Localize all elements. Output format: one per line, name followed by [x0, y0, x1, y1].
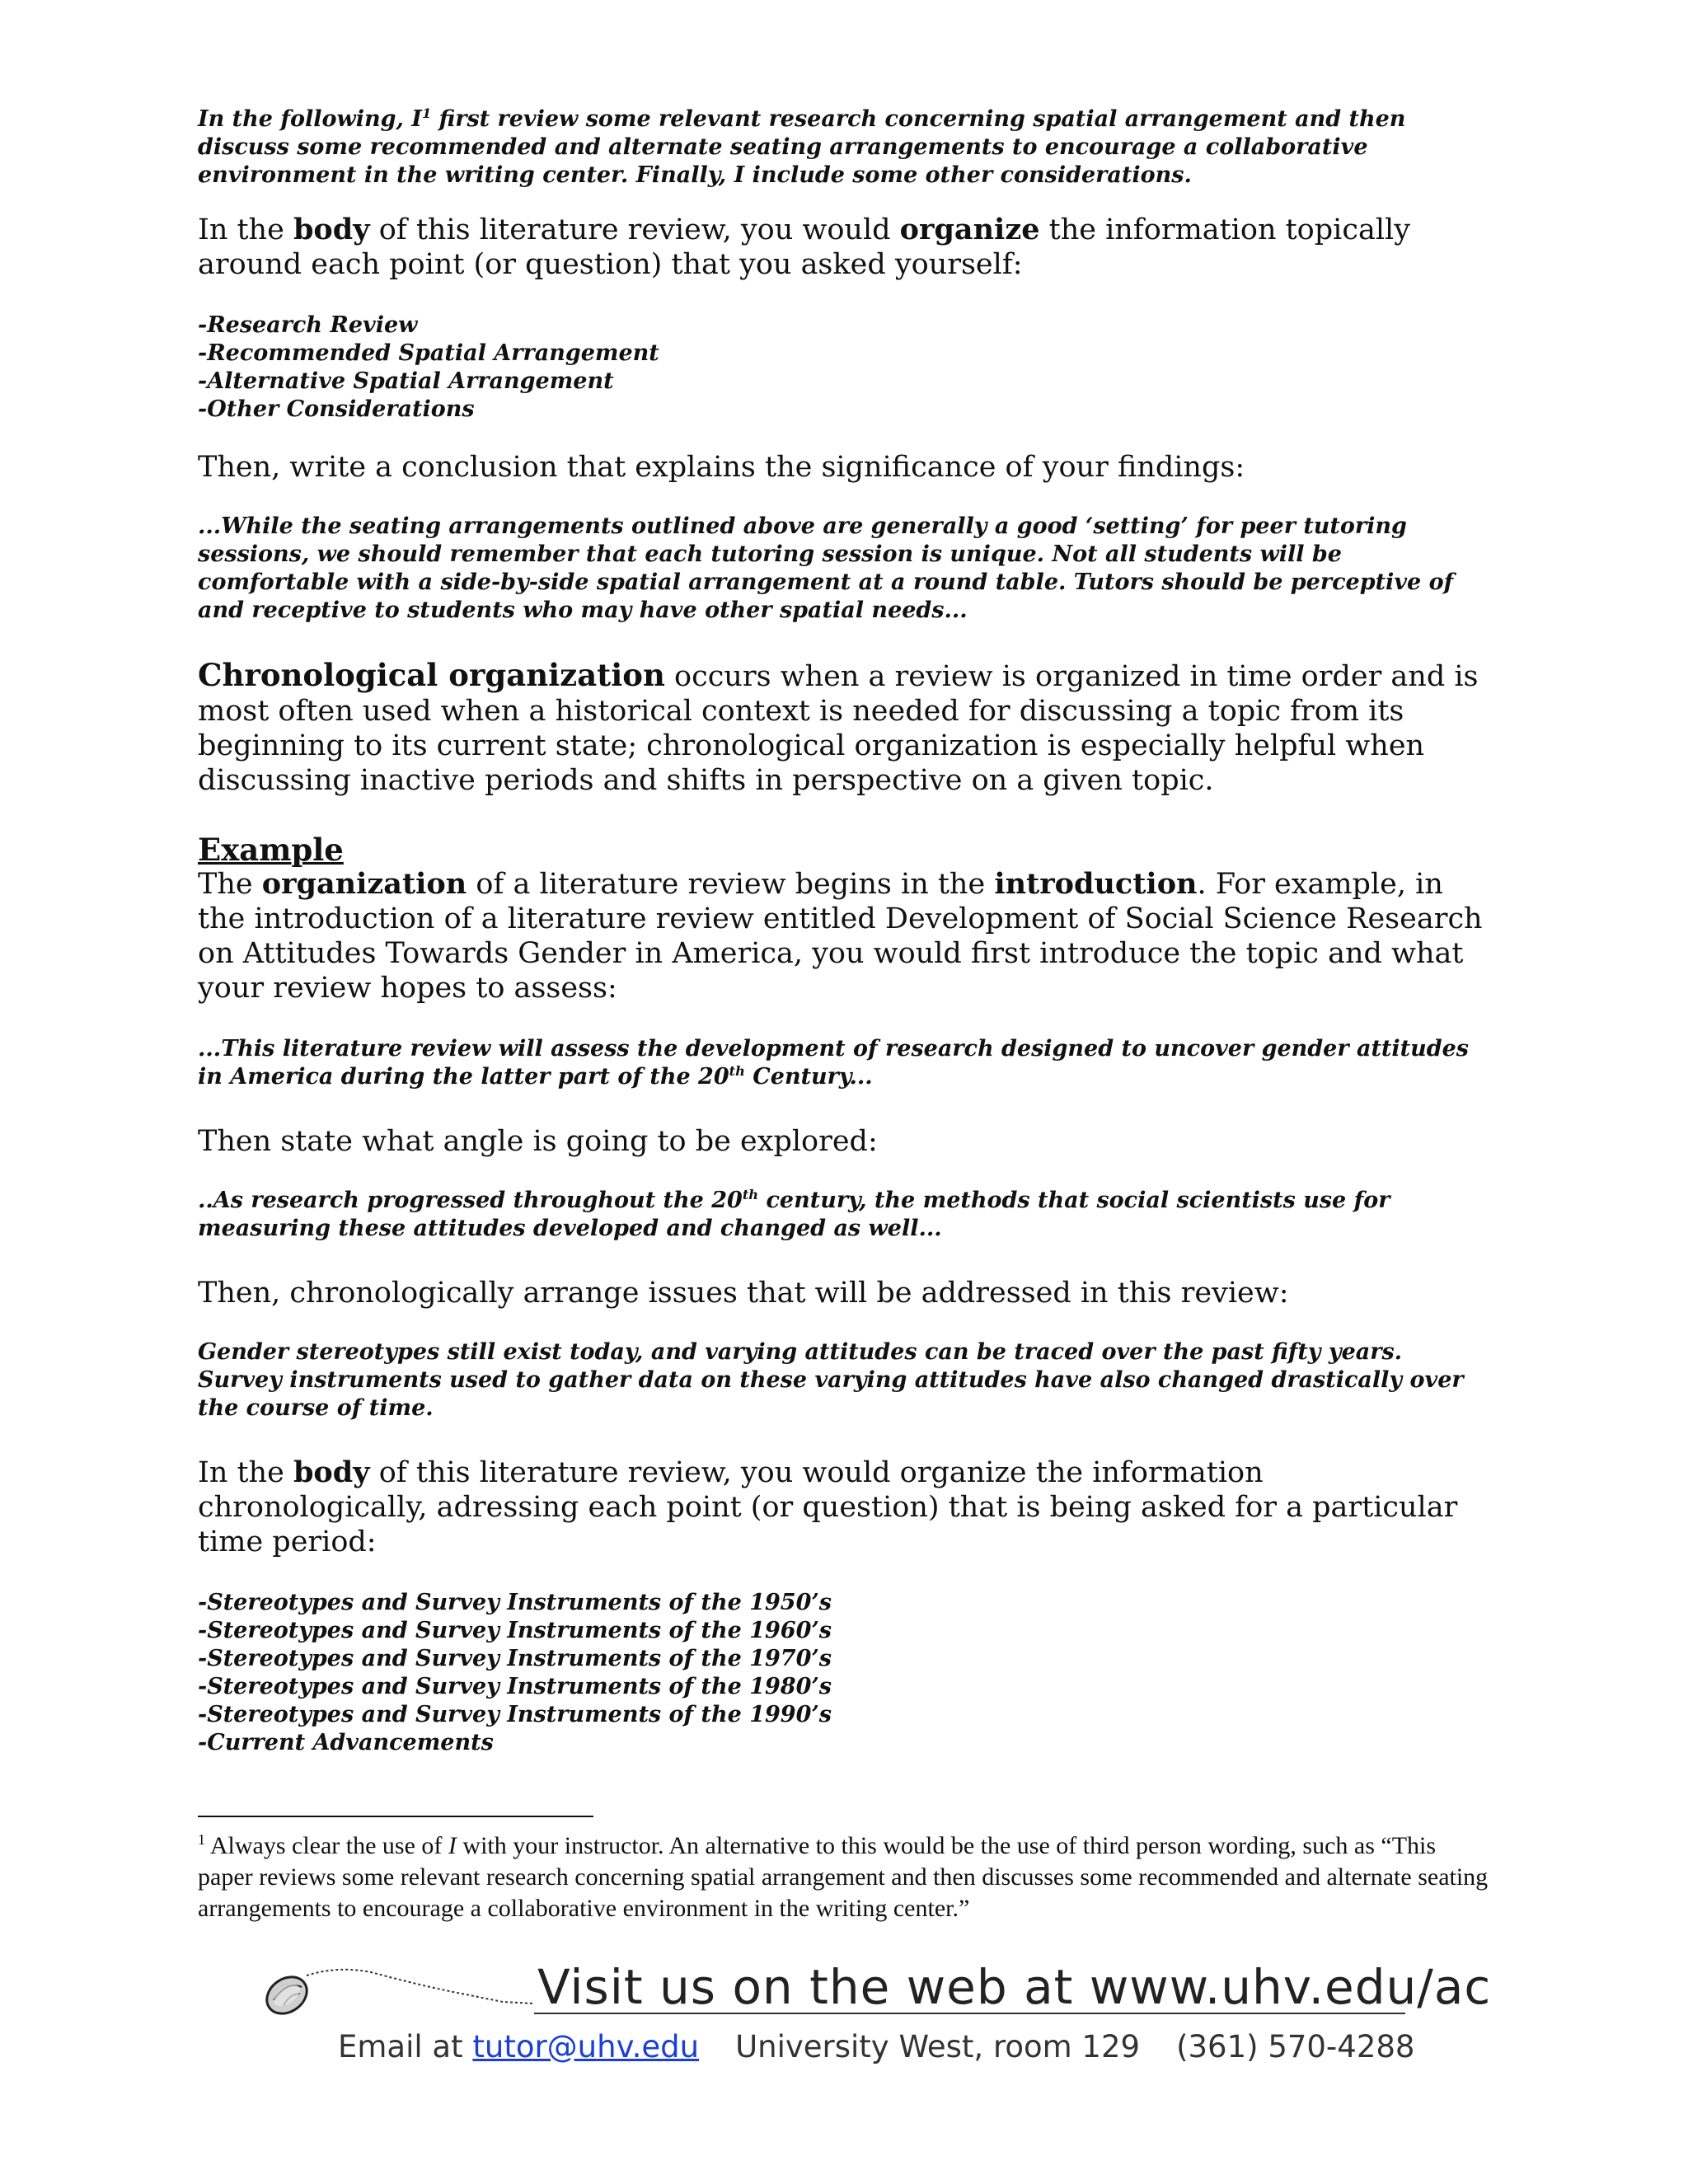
text-run: of this literature review, you would [369, 213, 900, 246]
phone-text: (361) 570-4288 [1176, 2029, 1415, 2064]
email-link[interactable]: tutor@uhv.edu [472, 2029, 700, 2064]
footnote [198, 1830, 1492, 1924]
footnote-ref[interactable]: 1 [421, 105, 432, 121]
list-item: -Stereotypes and Survey Instruments of the 1960’s [198, 1618, 832, 1643]
text-run: century, the methods that social scientists use for measuring these attitudes developed and changed as well... [198, 1188, 1390, 1241]
bold-run: body [293, 1455, 370, 1489]
list-item: -Stereotypes and Survey Instruments of the 1980’s [198, 1674, 832, 1699]
assess-example [198, 1035, 1484, 1091]
intro-example-text-2: first review some relevant research concerning spatial arrangement and then discuss some recommended and alternate seating arrangements to encourage a collaborative environment in the writing center. Finally, I include some other considerations. [198, 106, 1406, 188]
conclusion-example: ...While the seating arrangements outlined above are generally a good ‘setting’ for peer tutoring sessions, we should remember that each tutoring session is unique. Not all students will be comfortable with a side-by-side spatial arrangement at a round table. Tutors should be perceptive of and receptive to students who may have other spatial needs... [198, 513, 1454, 623]
text-run: In the [198, 1456, 293, 1489]
list-item: -Recommended Spatial Arrangement [198, 340, 659, 366]
footnote-number: 1 [198, 1831, 205, 1848]
list-item: -Other Considerations [198, 396, 475, 422]
list-item: -Research Review [198, 312, 418, 338]
superscript: th [729, 1063, 745, 1079]
text-run: of a literature review begins in the [467, 868, 995, 901]
angle-example [198, 1187, 1484, 1243]
text-run: Century... [744, 1064, 873, 1090]
text-run: with your instructor. An alternative to this would be the use of third person wording, such as “This paper reviews some relevant research concerning spatial arrangement and then discusses some recommended and alternate seating arrangements to encourage a collaborative environment in the writing center.” [198, 1832, 1489, 1922]
angle-intro: Then state what angle is going to be explored: [198, 1125, 878, 1158]
location-text: University West, room 129 [735, 2029, 1141, 2064]
text-run: the information topically around each point (or question) that you asked yourself: [198, 213, 1410, 281]
list-item: -Stereotypes and Survey Instruments of the 1990’s [198, 1702, 832, 1727]
list-item: -Current Advancements [198, 1730, 494, 1755]
text-run: occurs when a review is organized in time order and is most often used when a historical context is needed for discussing a topic from its beginning to its current state; chronological organization is especially helpful when discussing inactive periods and shifts in perspective on a given topic. [198, 660, 1479, 797]
chronological-list [198, 1589, 1484, 1757]
list-item: -Stereotypes and Survey Instruments of the 1970’s [198, 1646, 832, 1671]
text-run: ...This literature review will assess the development of research designed to uncover gender attitudes in America during the latter part of the 20 [198, 1036, 1470, 1090]
web-banner-text[interactable]: Visit us on the web at www.uhv.edu/ac [537, 1959, 1492, 2015]
bold-run: organize [899, 213, 1040, 246]
chronological-paragraph [198, 658, 1484, 798]
conclusion-intro: Then, write a conclusion that explains the significance of your findings: [198, 451, 1245, 484]
example-heading: Example [198, 832, 344, 868]
contact-line [338, 2029, 1414, 2065]
document-body [198, 105, 1484, 1757]
body-paragraph-topical [198, 213, 1484, 282]
text-run: ..As research progressed throughout the 20 [198, 1188, 743, 1213]
footnote-separator [198, 1816, 593, 1817]
bold-run: organization [261, 867, 467, 901]
body-paragraph-chronological [198, 1455, 1484, 1559]
topical-list [198, 312, 1484, 424]
web-banner [256, 1957, 1492, 2023]
arrange-example: Gender stereotypes still exist today, and varying attitudes can be traced over the past fifty years. Survey instruments used to gather data on these varying attitudes have also changed drastically over the course of time. [198, 1339, 1464, 1421]
intro-example [198, 105, 1484, 190]
text-run: . For example, in the introduction of a literature review entitled Development of Social Science Research on Attitudes Towards Gender in America, you would first introduce the topic and what your review hopes to assess: [198, 868, 1483, 1005]
text-run: In the [198, 213, 293, 246]
list-item: -Alternative Spatial Arrangement [198, 368, 614, 394]
bold-run: body [293, 213, 370, 246]
intro-example-text-1: In the following, I [198, 106, 422, 132]
text-run: of this literature review, you would organize the information chronologically, adressing each point (or question) that is being asked for a particular time period: [198, 1456, 1458, 1558]
email-label: Email at [338, 2029, 473, 2064]
bold-run: Chronological organization [198, 657, 665, 693]
italic-run: I [448, 1832, 457, 1859]
arrange-intro: Then, chronologically arrange issues that will be addressed in this review: [198, 1277, 1289, 1310]
bold-run: introduction [994, 867, 1198, 901]
example-paragraph [198, 867, 1484, 1005]
superscript: th [742, 1187, 759, 1202]
text-run: The [198, 868, 262, 901]
text-run: Always clear the use of [205, 1832, 448, 1859]
list-item: -Stereotypes and Survey Instruments of the 1950’s [198, 1590, 832, 1615]
